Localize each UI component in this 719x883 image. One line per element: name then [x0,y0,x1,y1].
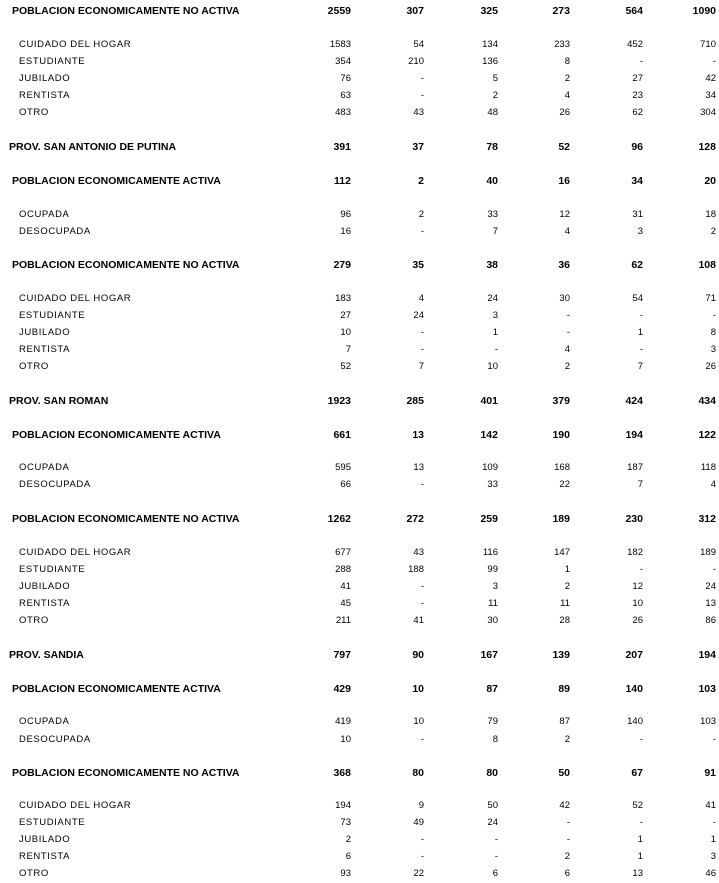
value-cell: 661 [333,429,351,441]
category-row [0,105,719,121]
value-cell: 7 [492,226,498,237]
category-row [0,596,719,612]
value-cell: 78 [486,141,498,153]
value-cell: 26 [632,615,643,626]
value-cell: 27 [340,310,351,321]
section-row [0,257,719,273]
value-cell: 37 [412,141,424,153]
value-cell: 4 [418,293,424,304]
value-cell: 134 [482,39,498,50]
value-cell: - [494,834,498,845]
value-cell: - [639,310,643,321]
category-row [0,714,719,730]
category-row [0,359,719,375]
value-cell: 142 [480,429,498,441]
value-cell: 34 [631,175,643,187]
value-cell: 22 [559,479,570,490]
value-cell: 3 [710,851,716,862]
value-cell: 11 [488,598,498,609]
value-cell: 122 [698,429,716,441]
value-cell: 10 [412,683,424,695]
category-row [0,613,719,629]
value-cell: 48 [487,107,498,118]
value-cell: 23 [632,90,643,101]
value-cell: 1 [710,834,716,845]
value-cell: 50 [487,800,498,811]
value-cell: 7 [637,361,643,372]
section-row [0,681,719,697]
category-row [0,71,719,87]
value-cell: 10 [487,361,498,372]
value-cell: 2 [345,834,351,845]
value-cell: - [494,344,498,355]
row-label: JUBILADO [19,581,71,592]
value-cell: 677 [335,547,351,558]
row-label: POBLACION ECONOMICAMENTE ACTIVA [12,429,221,441]
section-row [0,765,719,781]
value-cell: 429 [333,683,351,695]
value-cell: 87 [486,683,498,695]
value-cell: 62 [632,107,643,118]
value-cell: 71 [705,293,716,304]
category-row [0,342,719,358]
value-cell: 67 [631,767,643,779]
category-row [0,815,719,831]
value-cell: 109 [482,462,498,473]
value-cell: 2 [418,209,424,220]
value-cell: 182 [627,547,643,558]
value-cell: 62 [631,259,643,271]
value-cell: 564 [625,5,643,17]
value-cell: 13 [412,429,424,441]
row-label: ESTUDIANTE [19,817,86,828]
value-cell: 183 [335,293,351,304]
value-cell: 13 [705,598,716,609]
value-cell: - [639,56,643,67]
row-label: OCUPADA [19,209,70,220]
value-cell: 103 [698,683,716,695]
category-row [0,732,719,748]
value-cell: 80 [486,767,498,779]
value-cell: 24 [487,293,498,304]
value-cell: 194 [335,800,351,811]
value-cell: 96 [340,209,351,220]
value-cell: 6 [492,868,498,879]
value-cell: 3 [710,344,716,355]
value-cell: - [566,834,570,845]
value-cell: 2 [418,175,424,187]
value-cell: 46 [705,868,716,879]
value-cell: 424 [625,395,643,407]
category-row [0,308,719,324]
value-cell: 419 [335,716,351,727]
value-cell: 41 [705,800,716,811]
value-cell: 189 [552,513,570,525]
value-cell: 43 [413,107,424,118]
value-cell: 50 [558,767,570,779]
value-cell: 188 [408,564,424,575]
value-cell: - [420,327,424,338]
value-cell: 391 [333,141,351,153]
value-cell: 91 [704,767,716,779]
value-cell: - [566,310,570,321]
value-cell: 112 [334,175,351,187]
row-label: ESTUDIANTE [19,56,86,67]
value-cell: 483 [335,107,351,118]
value-cell: 108 [698,259,716,271]
value-cell: 90 [412,649,424,661]
value-cell: 2 [564,73,570,84]
value-cell: 7 [418,361,424,372]
row-label: CUIDADO DEL HOGAR [19,800,132,811]
value-cell: 4 [564,226,570,237]
province-row [0,139,719,155]
value-cell: 1 [637,851,643,862]
value-cell: 93 [340,868,351,879]
value-cell: - [566,817,570,828]
value-cell: 28 [559,615,570,626]
value-cell: 189 [700,547,716,558]
row-label: ESTUDIANTE [19,310,86,321]
value-cell: - [420,90,424,101]
value-cell: - [420,834,424,845]
row-label: POBLACION ECONOMICAMENTE ACTIVA [12,175,221,187]
value-cell: 31 [632,209,643,220]
value-cell: 279 [333,259,351,271]
value-cell: - [566,327,570,338]
row-label: RENTISTA [19,344,71,355]
value-cell: 1 [637,327,643,338]
value-cell: 211 [335,615,351,626]
value-cell: 11 [560,598,570,609]
section-row [0,511,719,527]
value-cell: 42 [705,73,716,84]
value-cell: 307 [406,5,424,17]
value-cell: 10 [340,327,351,338]
value-cell: 54 [632,293,643,304]
value-cell: 43 [413,547,424,558]
value-cell: - [712,564,716,575]
value-cell: - [420,226,424,237]
value-cell: 190 [552,429,570,441]
row-label: OTRO [19,361,49,372]
value-cell: 40 [486,175,498,187]
value-cell: 34 [705,90,716,101]
value-cell: 210 [408,56,424,67]
value-cell: 33 [487,209,498,220]
value-cell: - [494,851,498,862]
value-cell: 312 [698,513,716,525]
row-label: PROV. SANDIA [9,649,84,661]
row-label: RENTISTA [19,598,71,609]
value-cell: 66 [340,479,351,490]
value-cell: - [712,734,716,745]
value-cell: 12 [632,581,643,592]
value-cell: 24 [705,581,716,592]
value-cell: 38 [486,259,498,271]
value-cell: 76 [340,73,351,84]
value-cell: 2 [564,581,570,592]
value-cell: 2559 [327,5,351,17]
value-cell: - [712,817,716,828]
value-cell: 26 [705,361,716,372]
value-cell: 187 [627,462,643,473]
value-cell: 3 [637,226,643,237]
value-cell: 167 [480,649,498,661]
value-cell: 52 [632,800,643,811]
value-cell: 12 [559,209,570,220]
value-cell: 16 [340,226,351,237]
value-cell: 6 [345,851,351,862]
value-cell: 10 [413,716,424,727]
value-cell: 1583 [329,39,351,50]
value-cell: - [420,344,424,355]
value-cell: 103 [700,716,716,727]
value-cell: 36 [558,259,570,271]
value-cell: 79 [487,716,498,727]
value-cell: 13 [632,868,643,879]
value-cell: 434 [698,395,716,407]
value-cell: 1 [564,564,570,575]
value-cell: 22 [413,868,424,879]
value-cell: 41 [340,581,351,592]
category-row [0,477,719,493]
row-label: CUIDADO DEL HOGAR [19,293,132,304]
value-cell: 10 [632,598,643,609]
row-label: CUIDADO DEL HOGAR [19,547,132,558]
value-cell: 285 [406,395,424,407]
value-cell: 8 [564,56,570,67]
value-cell: 30 [559,293,570,304]
value-cell: 354 [335,56,351,67]
value-cell: 118 [700,462,716,473]
value-cell: 89 [558,683,570,695]
row-label: RENTISTA [19,90,71,101]
row-label: POBLACION ECONOMICAMENTE ACTIVA [12,683,221,695]
row-label: CUIDADO DEL HOGAR [19,39,132,50]
value-cell: 136 [482,56,498,67]
value-cell: - [712,310,716,321]
row-label: DESOCUPADA [19,734,91,745]
value-cell: 42 [559,800,570,811]
value-cell: 13 [413,462,424,473]
value-cell: 139 [552,649,570,661]
row-label: OCUPADA [19,716,70,727]
category-row [0,291,719,307]
row-label: JUBILADO [19,73,71,84]
category-row [0,798,719,814]
value-cell: 24 [487,817,498,828]
category-row [0,88,719,104]
value-cell: 140 [627,716,643,727]
category-row [0,545,719,561]
value-cell: 41 [413,615,424,626]
value-cell: 26 [559,107,570,118]
value-cell: 116 [482,547,498,558]
value-cell: 452 [627,39,643,50]
value-cell: 73 [340,817,351,828]
value-cell: 18 [705,209,716,220]
category-row [0,325,719,341]
value-cell: 1262 [327,513,351,525]
category-row [0,866,719,882]
value-cell: 233 [554,39,570,50]
row-label: JUBILADO [19,327,71,338]
category-row [0,207,719,223]
value-cell: 7 [345,344,351,355]
value-cell: 1090 [692,5,716,17]
section-row [0,427,719,443]
row-label: OCUPADA [19,462,70,473]
row-label: POBLACION ECONOMICAMENTE NO ACTIVA [12,767,240,779]
value-cell: 2 [564,734,570,745]
value-cell: 368 [333,767,351,779]
value-cell: 379 [552,395,570,407]
value-cell: 288 [335,564,351,575]
value-cell: 33 [487,479,498,490]
value-cell: 3 [492,310,498,321]
value-cell: 96 [631,141,643,153]
row-label: PROV. SAN ANTONIO DE PUTINA [9,141,177,153]
row-label: POBLACION ECONOMICAMENTE NO ACTIVA [12,259,240,271]
section-row [0,3,719,19]
value-cell: 87 [559,716,570,727]
row-label: OTRO [19,615,49,626]
value-cell: 35 [412,259,424,271]
category-row [0,849,719,865]
value-cell: 99 [487,564,498,575]
value-cell: - [420,598,424,609]
value-cell: - [420,734,424,745]
value-cell: 45 [340,598,351,609]
value-cell: 3 [492,581,498,592]
value-cell: 52 [558,141,570,153]
value-cell: 595 [335,462,351,473]
category-row [0,37,719,53]
row-label: DESOCUPADA [19,479,91,490]
value-cell: 147 [554,547,570,558]
category-row [0,562,719,578]
value-cell: 52 [340,361,351,372]
value-cell: 27 [632,73,643,84]
category-row [0,832,719,848]
row-label: RENTISTA [19,851,71,862]
value-cell: 1923 [327,395,351,407]
value-cell: 797 [333,649,351,661]
value-cell: 401 [480,395,498,407]
category-row [0,54,719,70]
value-cell: 2 [710,226,716,237]
value-cell: 273 [552,5,570,17]
value-cell: 168 [554,462,570,473]
value-cell: 2 [564,851,570,862]
value-cell: 272 [406,513,424,525]
value-cell: 86 [705,615,716,626]
value-cell: 194 [698,649,716,661]
value-cell: 1 [492,327,498,338]
value-cell: 54 [413,39,424,50]
value-cell: 8 [710,327,716,338]
value-cell: 194 [625,429,643,441]
value-cell: 304 [700,107,716,118]
value-cell: 230 [625,513,643,525]
value-cell: 2 [564,361,570,372]
value-cell: 207 [625,649,643,661]
value-cell: 5 [492,73,498,84]
province-row [0,647,719,663]
value-cell: 710 [700,39,716,50]
row-label: OTRO [19,107,49,118]
value-cell: 4 [564,344,570,355]
value-cell: - [639,564,643,575]
category-row [0,579,719,595]
value-cell: 7 [637,479,643,490]
row-label: DESOCUPADA [19,226,91,237]
category-row [0,460,719,476]
value-cell: 259 [480,513,498,525]
category-row [0,224,719,240]
value-cell: 20 [704,175,716,187]
value-cell: 6 [564,868,570,879]
row-label: PROV. SAN ROMAN [9,395,109,407]
value-cell: 4 [710,479,716,490]
value-cell: 9 [418,800,424,811]
value-cell: - [420,581,424,592]
value-cell: 80 [412,767,424,779]
value-cell: 24 [413,310,424,321]
row-label: JUBILADO [19,834,71,845]
value-cell: 325 [480,5,498,17]
value-cell: 16 [558,175,570,187]
province-row [0,393,719,409]
value-cell: - [639,344,643,355]
value-cell: 1 [637,834,643,845]
value-cell: 63 [340,90,351,101]
value-cell: - [712,56,716,67]
value-cell: 30 [487,615,498,626]
value-cell: 4 [564,90,570,101]
value-cell: 128 [698,141,716,153]
row-label: POBLACION ECONOMICAMENTE NO ACTIVA [12,513,240,525]
row-label: OTRO [19,868,49,879]
value-cell: 10 [340,734,351,745]
row-label: POBLACION ECONOMICAMENTE NO ACTIVA [12,5,240,17]
value-cell: - [420,479,424,490]
value-cell: 140 [625,683,643,695]
value-cell: 2 [492,90,498,101]
section-row [0,173,719,189]
value-cell: - [639,817,643,828]
value-cell: - [420,73,424,84]
value-cell: 49 [413,817,424,828]
value-cell: 8 [492,734,498,745]
value-cell: - [639,734,643,745]
row-label: ESTUDIANTE [19,564,86,575]
value-cell: - [420,851,424,862]
